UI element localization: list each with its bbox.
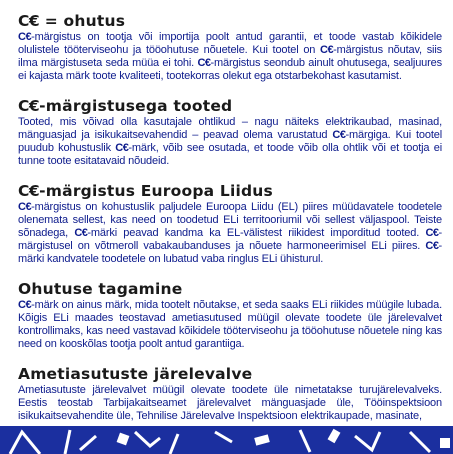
- footer-stripe: [135, 432, 160, 446]
- footer-stripe: [355, 432, 380, 450]
- decorative-footer-band: [0, 426, 453, 454]
- document-content: [18, 12, 442, 437]
- text-run: -märgistus seondub ainult ohutusega, sealjuures ei kajasta märk toote kvaliteeti, tootekorras olekut ega otstarbekohast kasutamist.: [18, 57, 442, 82]
- section-body: [18, 384, 442, 423]
- text-run: -märgistus nõutav, siis ilma märgistuseta seda müüa ei tohi.: [18, 44, 442, 69]
- footer-stripe: [215, 432, 232, 442]
- section-heading: [18, 182, 442, 201]
- text-run: -märgiga. Kui tootel puudub kohustuslik: [18, 129, 442, 154]
- ce-mark-icon: C€: [18, 12, 40, 30]
- ce-mark-icon: C€: [18, 299, 32, 311]
- footer-stripe: [410, 432, 430, 452]
- ce-mark-icon: C€: [74, 227, 88, 239]
- section-heading: [18, 12, 442, 31]
- text-run: Tooted, mis võivad olla kasutajale ohtlikud – nagu näiteks elektrikaubad, masinad, mänguasjad ja isikukaitsevahendid – peavad olema varustatud: [18, 116, 442, 141]
- ce-mark-icon: C€: [197, 57, 211, 69]
- text-run: = ohutus: [39, 12, 126, 30]
- text-run: -märgistus on tootja või importija poolt antud garantii, et toode vastab kõikidele olulistele tööterviseohu ja tööohutuse nõuetele. Kui tootel on: [18, 31, 442, 56]
- text-run: -märki peavad kandma ka EL-välistest riikidest imporditud tooted.: [87, 227, 426, 239]
- ce-mark-icon: C€: [425, 240, 439, 252]
- text-run: -märk, võib see osutada, et toode võib olla ohtlik või et tootja ei tunne toote esitatavaid nõudeid.: [18, 142, 442, 167]
- footer-stripe: [300, 430, 310, 452]
- text-run: -märgistus Euroopa Liidus: [39, 182, 273, 200]
- ce-mark-icon: C€: [18, 97, 40, 115]
- footer-stripe: [170, 434, 178, 454]
- section-body: [18, 201, 442, 266]
- section: [18, 280, 442, 351]
- section-body: [18, 299, 442, 351]
- section-body: [18, 116, 442, 168]
- section: [18, 12, 442, 83]
- section: [18, 97, 442, 168]
- section-body: [18, 31, 442, 83]
- ce-mark-icon: C€: [332, 129, 346, 141]
- section: [18, 365, 442, 423]
- footer-shape: [440, 438, 450, 448]
- ce-mark-icon: C€: [18, 31, 32, 43]
- ce-mark-icon: C€: [425, 227, 439, 239]
- ce-mark-icon: C€: [320, 44, 334, 56]
- footer-shape: [328, 429, 341, 443]
- text-run: -märgistus on kohustuslik paljudele Euroopa Liidu (EL) piires müüdavatele toodetele olenemata sellest, kas need on toodetud ELi territooriumil või sellest väljaspool. Teiste sõnadega,: [18, 201, 442, 239]
- text-run: -märk on ainus märk, mida tootelt nõutakse, et seda saaks ELi riikides müügile lubada. Kõigis ELi maades teostavad ametiasutused müügil olevate toodete üle järelevalvet kontrollimaks, kas need vastavad kõikidele tööterviseohu ja tööohutuse nõuetele ning kas need on kooskõlas tootja poolt antud garantiiga.: [18, 299, 442, 350]
- text-run: -märgistusega tooted: [39, 97, 233, 115]
- section: [18, 182, 442, 266]
- footer-stripe: [80, 436, 96, 450]
- footer-stripe: [10, 432, 40, 454]
- section-heading: [18, 97, 442, 116]
- footer-stripe: [65, 430, 70, 454]
- text-run: -märki kandvatele toodetele on lubatud vaba ringlus ELi ühisturul.: [18, 240, 442, 265]
- section-heading: [18, 280, 442, 299]
- text-run: Ohutuse tagamine: [18, 280, 183, 298]
- ce-mark-icon: C€: [18, 201, 32, 213]
- text-run: Ametiasutuste järelevalvet müügil olevate toodete üle nimetatakse turujärelevalveks. Eestis teostab Tarbijakaitseamet järelevalvet mänguasjade üle, Tööinspektsioon isikukaitsevahendite üle, Tehnilise Järelevalve Inspektsioon elektrikaupade, masinate,: [18, 384, 442, 422]
- footer-shape: [254, 434, 270, 445]
- ce-mark-icon: C€: [115, 142, 129, 154]
- footer-pattern: [0, 426, 453, 454]
- section-heading: [18, 365, 442, 384]
- footer-shape: [117, 433, 130, 446]
- text-run: -märgistusel on võtmeroll vabakaubanduses ja nõuete harmoneerimisel ELi piires.: [18, 227, 443, 252]
- ce-mark-icon: C€: [18, 182, 40, 200]
- text-run: Ametiasutuste järelevalve: [18, 365, 253, 383]
